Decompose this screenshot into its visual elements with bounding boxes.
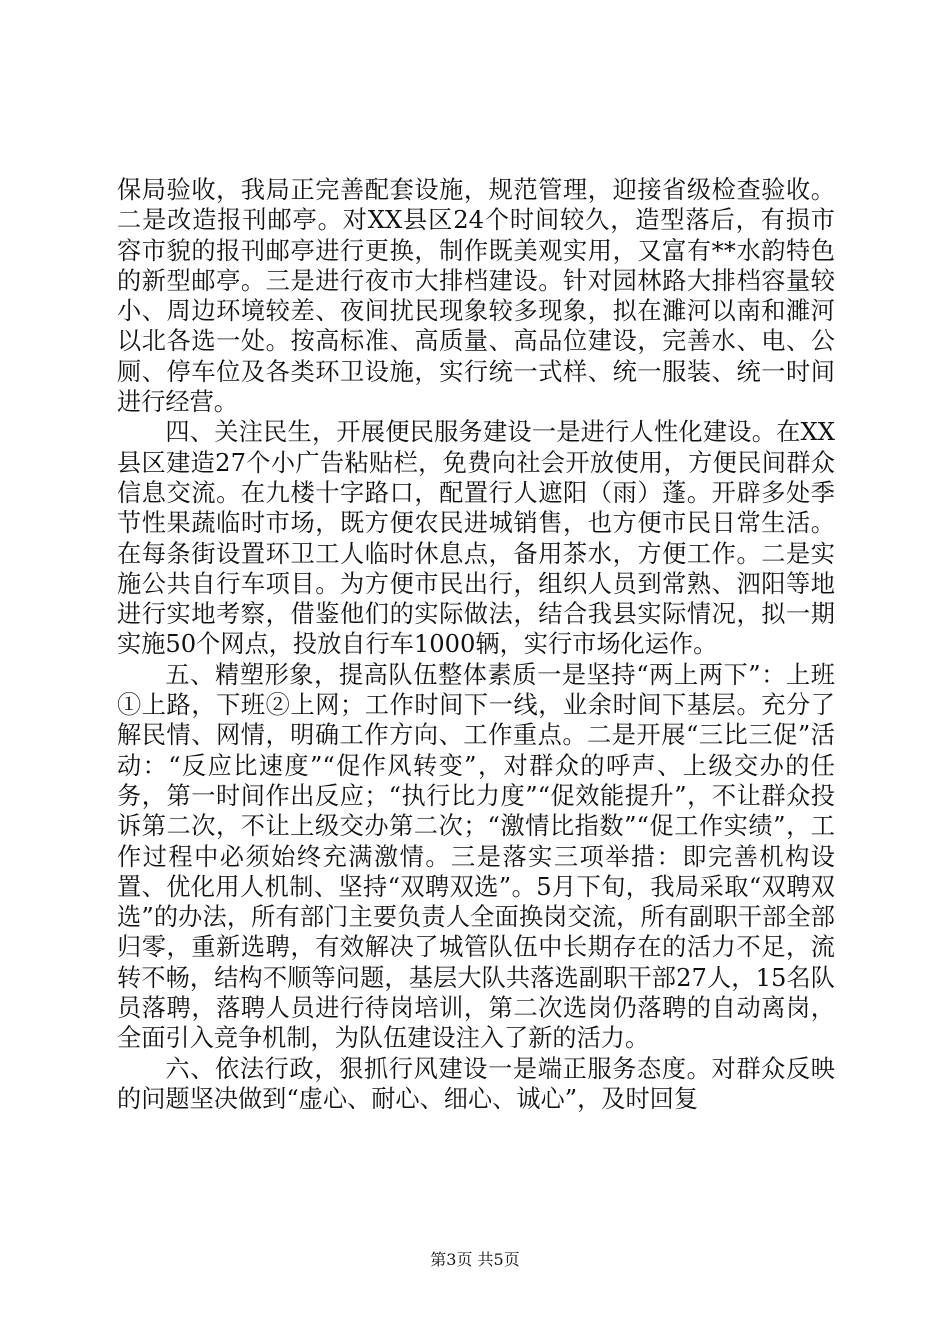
page-footer [0, 1250, 950, 1270]
document-body [117, 175, 835, 1114]
paragraph-section-4: 四、关注民生，开展便民服务建设一是进行人性化建设。在XX县区建造27个小广告粘贴栏，免费向社会开放使用，方便民间群众信息交流。在九楼十字路口，配置行人遮阳（雨）蓬。开辟多处季节性果蔬临时市场，既方便农民进城销售，也方便市民日常生活。在每条街设置环卫工人临时休息点，备用茶水，方便工作。二是实施公共自行车项目。为方便市民出行，组织人员到常熟、泗阳等地进行实地考察，借鉴他们的实际做法，结合我县实际情况，拟一期实施50个网点，投放自行车1000辆，实行市场化运作。 [117, 418, 835, 659]
page-number-label: 第3页 共5页 [430, 1250, 520, 1269]
paragraph-continuation: 保局验收，我局正完善配套设施，规范管理，迎接省级检查验收。二是改造报刊邮亭。对XX县区24个时间较久，造型落后，有损市容市貌的报刊邮亭进行更换，制作既美观实用，又富有**水韵特色的新型邮亭。三是进行夜市大排档建设。针对园林路大排档容量较小、周边环境较差、夜间扰民现象较多现象，拟在濉河以南和濉河以北各选一处。按高标准、高质量、高品位建设，完善水、电、公厕、停车位及各类环卫设施，实行统一式样、统一服装、统一时间进行经营。 [117, 176, 835, 417]
paragraph-section-5: 五、精塑形象，提高队伍整体素质一是坚持“两上两下”：上班①上路，下班②上网；工作时间下一线，业余时间下基层。充分了解民情、网情，明确工作方向、工作重点。二是开展“三比三促”活动：“反应比速度”“促作风转变”，对群众的呼声、上级交办的任务，第一时间作出反应；“执行比力度”“促效能提升”，不让群众投诉第二次，不让上级交办第二次；“激情比指数”“促工作实绩”，工作过程中必须始终充满激情。三是落实三项举措：即完善机构设置、优化用人机制、坚持“双聘双选”。5月下旬，我局采取“双聘双选”的办法，所有部门主要负责人全面换岗交流，所有副职干部全部归零，重新选聘，有效解决了城管队伍中长期存在的活力不足，流转不畅，结构不顺等问题，基层大队共落选副职干部27人，15名队员落聘，落聘人员进行待岗培训，第二次选岗仍落聘的自动离岗，全面引入竞争机制，为队伍建设注入了新的活力。 [117, 660, 835, 1053]
paragraph-section-6: 六、依法行政，狠抓行风建设一是端正服务态度。对群众反映的问题坚决做到“虚心、耐心、细心、诚心”，及时回复 [117, 1054, 835, 1113]
